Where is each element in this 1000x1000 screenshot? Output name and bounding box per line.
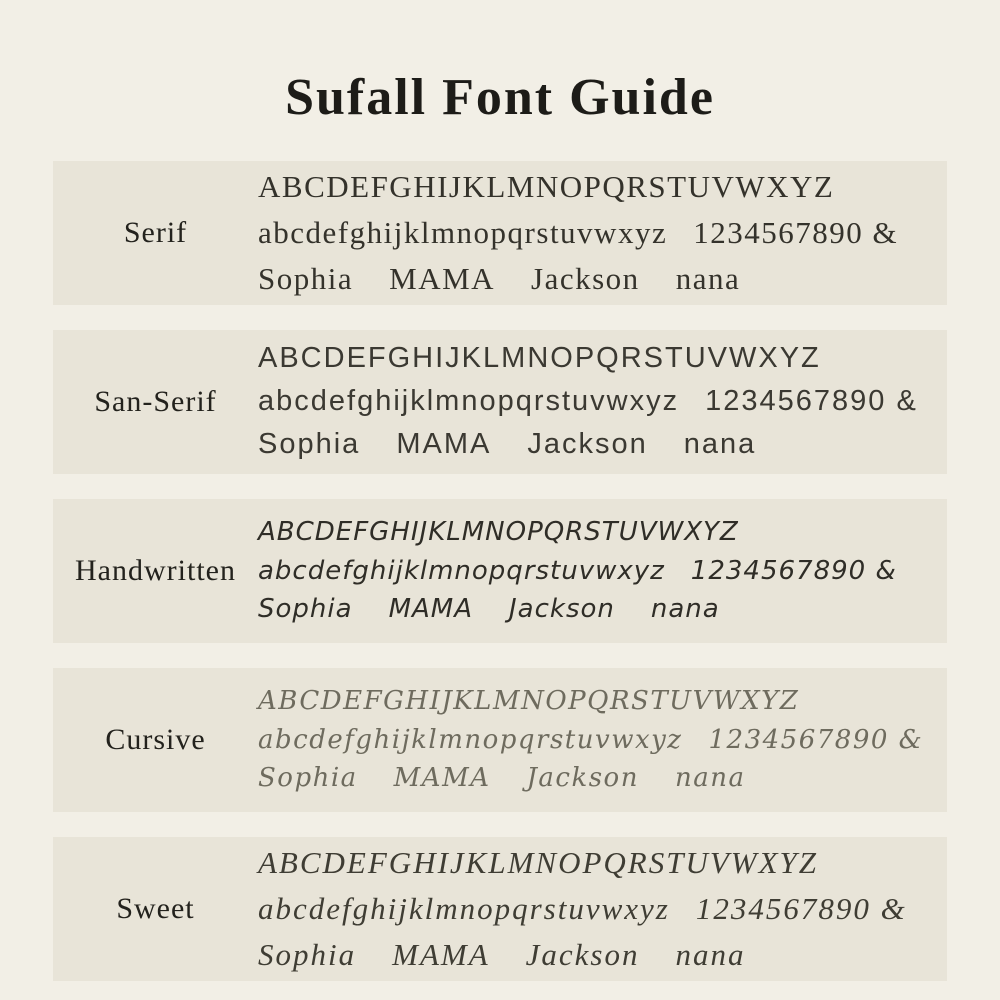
sample-name: nana [683,428,757,461]
lowercase-alphabet: abcdefghijklmnopqrstuvwxyz [258,555,665,586]
font-style-label-cursive: Cursive [105,722,206,756]
sample-name: nana [675,936,746,972]
sample-words [258,590,931,628]
lowercase-and-numerals [258,380,931,423]
sample-words [258,256,931,302]
font-style-label-san-serif: San-Serif [94,384,217,418]
sample-name: MAMA [389,260,496,296]
font-row-cursive [53,668,947,812]
uppercase-alphabet: ABCDEFGHIJKLMNOPQRSTUVWXYZ [258,169,835,205]
uppercase-alphabet: ABCDEFGHIJKLMNOPQRSTUVWXYZ [258,342,821,375]
sample-name: Jackson [509,594,615,625]
font-style-label-serif: Serif [123,215,188,249]
numerals: 1234567890 & [695,890,907,926]
uppercase-alphabet: ABCDEFGHIJKLMNOPQRSTUVWXYZ [258,686,800,717]
numerals: 1234567890 & [705,385,918,418]
sample-name: Sophia [258,763,358,794]
font-specimen-san-serif [258,337,947,466]
font-guide-page [0,35,1000,1000]
lowercase-alphabet: abcdefghijklmnopqrstuvwxyz [258,214,668,250]
font-specimen-serif [258,164,947,302]
font-style-label-sweet: Sweet [116,891,195,925]
lowercase-alphabet: abcdefghijklmnopqrstuvwxyz [258,385,680,418]
sample-words [258,423,931,466]
uppercase-alphabet: ABCDEFGHIJKLMNOPQRSTUVWXYZ [258,517,739,548]
font-style-label-handwritten: Handwritten [75,553,236,587]
sample-name: MAMA [393,763,491,794]
sample-name: Sophia [258,936,357,972]
lowercase-and-numerals [258,886,931,932]
lowercase-and-numerals [258,210,931,256]
sample-name: MAMA [396,428,492,461]
sample-words [258,759,931,797]
sample-words [258,932,931,978]
numerals: 1234567890 & [690,555,897,586]
font-row-san-serif [53,330,947,474]
sample-name: MAMA [388,594,473,625]
lowercase-alphabet: abcdefghijklmnopqrstuvwxyz [258,724,683,755]
lowercase-and-numerals [258,721,931,759]
font-row-handwritten [53,499,947,643]
sample-name: Jackson [525,936,640,972]
numerals: 1234567890 & [693,214,899,250]
numerals: 1234567890 & [708,724,924,755]
sample-name: MAMA [392,936,490,972]
page-title: Sufall Font Guide [285,68,715,126]
sample-name: Jackson [531,260,640,296]
sample-name: Sophia [258,260,354,296]
sample-name: Sophia [258,594,353,625]
uppercase-alphabet: ABCDEFGHIJKLMNOPQRSTUVWXYZ [258,845,819,881]
font-rows-container [53,161,947,981]
font-specimen-sweet [258,840,947,978]
lowercase-and-numerals [258,552,931,590]
font-row-sweet [53,837,947,981]
sample-name: Jackson [527,428,648,461]
sample-name: nana [650,594,720,625]
font-specimen-cursive [258,682,947,797]
font-specimen-handwritten [258,513,947,628]
sample-name: Jackson [526,763,639,794]
lowercase-alphabet: abcdefghijklmnopqrstuvwxyz [258,890,670,926]
sample-name: Sophia [258,428,361,461]
sample-name: nana [675,260,741,296]
sample-name: nana [674,763,746,794]
font-row-serif [53,161,947,305]
